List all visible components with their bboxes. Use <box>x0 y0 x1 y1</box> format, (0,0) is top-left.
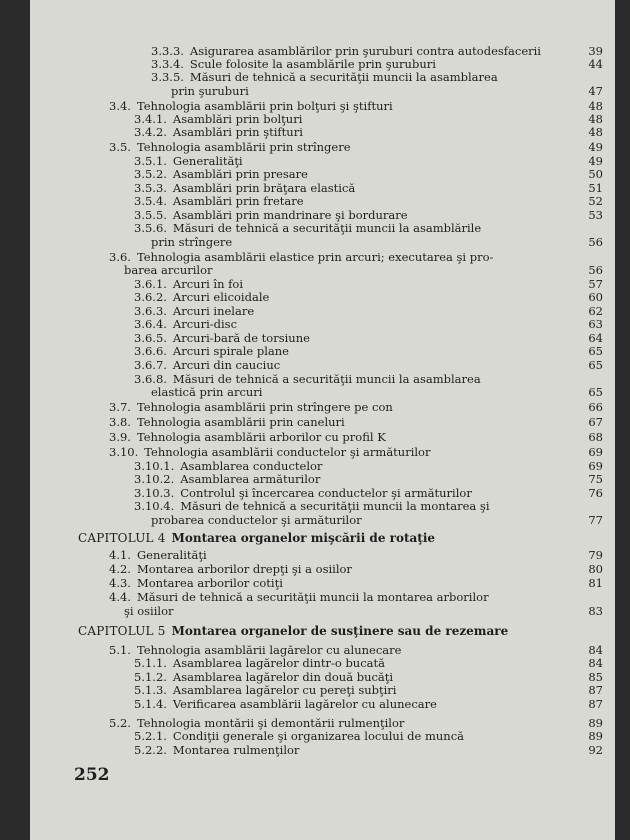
section-number: 5.1.2. <box>134 670 167 684</box>
page-reference: 80 <box>588 562 603 576</box>
page-reference: 62 <box>588 304 603 318</box>
chapter-heading <box>78 624 603 638</box>
section-number: 3.5.6. <box>134 221 167 235</box>
section-number: 3.5. <box>109 140 131 154</box>
toc-entry-text <box>109 250 493 264</box>
page-reference: 63 <box>588 317 603 331</box>
section-title: Arcuri-bară de torsiune <box>172 331 310 345</box>
page-reference: 64 <box>588 331 603 345</box>
section-title: Asamblarea lagărelor din două bucăţi <box>172 670 394 684</box>
section-title: Arcuri-disc <box>172 317 238 331</box>
toc-entry-text <box>134 317 237 331</box>
toc-entry <box>109 548 603 562</box>
page-reference: 85 <box>588 670 603 684</box>
page-reference: 49 <box>588 154 603 168</box>
toc-entry-text <box>151 235 232 249</box>
toc-entry <box>134 221 603 235</box>
section-number: 5.1.3. <box>134 683 167 697</box>
section-title: Tehnologia montării şi demontării rulmenţilor <box>136 716 405 730</box>
section-number: 5.1. <box>109 643 131 657</box>
section-title: probarea conductelor şi armăturilor <box>151 513 362 527</box>
page-reference: 69 <box>588 445 603 459</box>
toc-entry <box>134 697 603 711</box>
toc-entry <box>109 643 603 657</box>
page-reference: 76 <box>588 486 603 500</box>
toc-entry-text <box>134 459 322 473</box>
page-reference: 56 <box>588 235 603 249</box>
page-reference: 47 <box>588 84 603 98</box>
page-reference: 48 <box>588 112 603 126</box>
toc-entry-text <box>109 99 393 113</box>
section-title: Generalităţi <box>136 548 207 562</box>
section-title: Arcuri în foi <box>172 277 243 291</box>
toc-entry <box>109 430 603 444</box>
toc-entry <box>109 445 603 459</box>
book-page <box>30 0 615 840</box>
section-number: 5.2.2. <box>134 743 167 757</box>
toc-entry <box>109 400 603 414</box>
section-title: Arcuri elicoidale <box>172 290 270 304</box>
toc-entry-text <box>134 729 464 743</box>
toc-entry <box>134 486 603 500</box>
section-number: 3.7. <box>109 400 131 414</box>
toc-entry-text <box>134 743 299 757</box>
section-number: 3.4.1. <box>134 112 167 126</box>
toc-entry-text <box>151 44 541 58</box>
section-number: 3.10. <box>109 445 139 459</box>
section-title: Montarea arborilor drepţi şi a osiilor <box>136 562 352 576</box>
toc-entry <box>134 290 603 304</box>
toc-entry <box>109 99 603 113</box>
page-reference: 48 <box>588 125 603 139</box>
toc-entry <box>134 729 603 743</box>
toc-entry <box>134 112 603 126</box>
chapter-title: Montarea organelor mişcării de rotaţie <box>171 531 436 545</box>
section-title: Asamblarea lagărelor dintr-o bucată <box>172 656 385 670</box>
page-number: 252 <box>74 765 110 785</box>
section-number: 3.6.4. <box>134 317 167 331</box>
section-number: 4.2. <box>109 562 131 576</box>
toc-entry-text <box>109 140 351 154</box>
toc-entry <box>151 513 603 527</box>
chapter-label: CAPITOLUL 5 <box>78 624 166 638</box>
section-number: 3.6.8. <box>134 372 167 386</box>
toc-entry-text <box>109 576 283 590</box>
section-number: 3.9. <box>109 430 131 444</box>
toc-entry-text <box>109 716 404 730</box>
section-number: 5.2. <box>109 716 131 730</box>
toc-entry <box>171 84 603 98</box>
page-reference: 50 <box>588 167 603 181</box>
section-title: Asamblări prin ştifturi <box>172 125 303 139</box>
section-number: 3.10.4. <box>134 499 175 513</box>
toc-entry <box>134 358 603 372</box>
section-number: 3.4. <box>109 99 131 113</box>
page-reference: 69 <box>588 459 603 473</box>
section-number: 3.3.5. <box>151 70 184 84</box>
section-number: 3.6.2. <box>134 290 167 304</box>
toc-entry <box>109 716 603 730</box>
toc-entry-text <box>134 683 396 697</box>
section-title: Asamblări prin bolţuri <box>172 112 303 126</box>
toc-entry-text <box>134 670 393 684</box>
toc-entry <box>134 317 603 331</box>
page-reference: 52 <box>588 194 603 208</box>
toc-entry-text <box>134 194 304 208</box>
page-reference: 77 <box>588 513 603 527</box>
toc-entry <box>134 472 603 486</box>
section-title: Generalităţi <box>172 154 243 168</box>
toc-entry <box>134 125 603 139</box>
toc-entry-text <box>134 656 385 670</box>
section-title: prin şuruburi <box>171 84 249 98</box>
section-title: Tehnologia asamblării prin strîngere <box>136 140 351 154</box>
toc-entry-text <box>124 263 213 277</box>
toc-entry-text <box>109 430 386 444</box>
section-number: 5.2.1. <box>134 729 167 743</box>
section-number: 3.10.1. <box>134 459 175 473</box>
section-title: Asamblarea armăturilor <box>180 472 321 486</box>
page-reference: 81 <box>588 576 603 590</box>
page-reference: 92 <box>588 743 603 757</box>
toc-entry <box>109 415 603 429</box>
section-title: Măsuri de tehnică a securităţii muncii la montarea arborilor <box>136 590 489 604</box>
section-title: Arcuri inelare <box>172 304 255 318</box>
toc-entry-text <box>134 112 302 126</box>
section-title: Asamblarea conductelor <box>180 459 323 473</box>
toc-entry <box>134 154 603 168</box>
chapter-heading <box>78 531 603 545</box>
toc-entry-text <box>134 697 437 711</box>
section-title: Controlul şi încercarea conductelor şi armăturilor <box>180 486 472 500</box>
section-number: 5.1.4. <box>134 697 167 711</box>
toc-entry <box>151 44 603 58</box>
toc-entry <box>134 656 603 670</box>
section-number: 3.3.4. <box>151 57 184 71</box>
section-title: barea arcurilor <box>124 263 213 277</box>
section-title: prin strîngere <box>151 235 233 249</box>
toc-entry <box>134 277 603 291</box>
toc-entry <box>134 167 603 181</box>
page-reference: 65 <box>588 385 603 399</box>
page-reference: 68 <box>588 430 603 444</box>
toc-entry-text <box>109 643 401 657</box>
section-number: 3.10.3. <box>134 486 175 500</box>
toc-entry-text <box>134 181 355 195</box>
toc-entry-text <box>109 400 393 414</box>
toc-entry-text <box>109 445 430 459</box>
chapter-title: Montarea organelor de susţinere sau de rezemare <box>171 624 509 638</box>
section-number: 4.1. <box>109 548 131 562</box>
toc-entry <box>109 562 603 576</box>
page-reference: 56 <box>588 263 603 277</box>
page-reference: 51 <box>588 181 603 195</box>
section-number: 3.4.2. <box>134 125 167 139</box>
section-title: Tehnologia asamblării prin bolţuri şi ştifturi <box>136 99 393 113</box>
section-number: 3.5.3. <box>134 181 167 195</box>
page-reference: 44 <box>588 57 603 71</box>
section-number: 3.5.2. <box>134 167 167 181</box>
section-title: Arcuri din cauciuc <box>172 358 281 372</box>
section-title: elastică prin arcuri <box>151 385 263 399</box>
section-title: Asamblări prin presare <box>172 167 308 181</box>
toc-entry-text <box>134 125 303 139</box>
page-reference: 53 <box>588 208 603 222</box>
section-number: 3.6.3. <box>134 304 167 318</box>
page-reference: 65 <box>588 358 603 372</box>
section-title: Tehnologia asamblării lagărelor cu alunecare <box>136 643 402 657</box>
toc-entry <box>134 743 603 757</box>
toc-entry <box>134 344 603 358</box>
toc-entry-text <box>151 57 436 71</box>
toc-entry-text <box>134 331 310 345</box>
section-title: Arcuri spirale plane <box>172 344 289 358</box>
toc-entry-text <box>109 548 207 562</box>
toc-entry-text <box>134 499 490 513</box>
toc-entry <box>134 194 603 208</box>
section-title: Verificarea asamblării lagărelor cu alunecare <box>172 697 437 711</box>
section-title: Măsuri de tehnică a securităţii muncii la montarea şi <box>180 499 490 513</box>
toc-entry <box>109 250 603 264</box>
toc-entry-text <box>134 486 472 500</box>
page-reference: 79 <box>588 548 603 562</box>
toc-entry <box>134 331 603 345</box>
section-number: 4.3. <box>109 576 131 590</box>
section-number: 3.3.3. <box>151 44 184 58</box>
toc-entry <box>134 670 603 684</box>
section-title: Tehnologia asamblării prin caneluri <box>136 415 345 429</box>
section-title: Tehnologia asamblării elastice prin arcuri; executarea şi pro- <box>136 250 494 264</box>
page-reference: 65 <box>588 344 603 358</box>
toc-entry-text <box>134 344 289 358</box>
toc-entry-text <box>134 472 320 486</box>
toc-entry-text <box>134 372 481 386</box>
toc-entry-text <box>109 415 345 429</box>
toc-entry <box>134 208 603 222</box>
toc-entry <box>134 499 603 513</box>
page-reference: 89 <box>588 729 603 743</box>
page-reference: 39 <box>588 44 603 58</box>
toc-entry-text <box>171 84 249 98</box>
toc-entry-text <box>151 385 262 399</box>
section-number: 3.10.2. <box>134 472 175 486</box>
section-title: Tehnologia asamblării prin strîngere pe con <box>136 400 393 414</box>
toc-entry-text <box>124 604 174 618</box>
toc-entry-text <box>134 221 481 235</box>
section-number: 3.6.6. <box>134 344 167 358</box>
page-reference: 66 <box>588 400 603 414</box>
section-title: Tehnologia asamblării arborilor cu profil K <box>136 430 386 444</box>
section-title: Asamblări prin mandrinare şi bordurare <box>172 208 408 222</box>
toc-entry <box>151 385 603 399</box>
page-reference: 75 <box>588 472 603 486</box>
toc-entry-text <box>134 208 408 222</box>
page-reference: 89 <box>588 716 603 730</box>
section-title: Montarea arborilor cotiţi <box>136 576 283 590</box>
section-number: 4.4. <box>109 590 131 604</box>
toc-entry-text <box>134 304 254 318</box>
section-title: Montarea rulmenţilor <box>172 743 300 757</box>
page-reference: 84 <box>588 656 603 670</box>
section-number: 3.6.7. <box>134 358 167 372</box>
page-reference: 57 <box>588 277 603 291</box>
section-title: Asamblări prin fretare <box>172 194 304 208</box>
toc-entry-text <box>134 290 269 304</box>
toc-entry-text <box>109 562 352 576</box>
toc-entry <box>109 576 603 590</box>
section-title: şi osiilor <box>124 604 174 618</box>
toc-entry-text <box>109 590 489 604</box>
section-number: 3.8. <box>109 415 131 429</box>
toc-entry <box>151 57 603 71</box>
section-number: 3.6. <box>109 250 131 264</box>
page-reference: 48 <box>588 99 603 113</box>
toc-entry <box>124 604 603 618</box>
toc-entry <box>134 683 603 697</box>
section-title: Măsuri de tehnică a securităţii muncii la asamblarea <box>189 70 498 84</box>
toc-entry-text <box>134 167 308 181</box>
page-reference: 83 <box>588 604 603 618</box>
section-number: 3.5.1. <box>134 154 167 168</box>
section-number: 3.6.5. <box>134 331 167 345</box>
section-title: Asigurarea asamblărilor prin şuruburi contra autodesfacerii <box>189 44 541 58</box>
page-reference: 84 <box>588 643 603 657</box>
section-number: 3.5.5. <box>134 208 167 222</box>
page-reference: 87 <box>588 697 603 711</box>
section-title: Tehnologia asamblării conductelor şi armăturilor <box>144 445 431 459</box>
toc-entry <box>124 263 603 277</box>
page-reference: 67 <box>588 415 603 429</box>
toc-entry <box>109 140 603 154</box>
section-title: Asamblări prin brăţara elastică <box>172 181 356 195</box>
toc-entry-text <box>134 277 243 291</box>
section-number: 3.5.4. <box>134 194 167 208</box>
page-reference: 49 <box>588 140 603 154</box>
toc-entry <box>134 181 603 195</box>
section-number: 5.1.1. <box>134 656 167 670</box>
toc-entry-text <box>134 358 280 372</box>
toc-entry-text <box>151 513 362 527</box>
toc-entry <box>134 304 603 318</box>
toc-entry-text <box>134 154 243 168</box>
toc-entry <box>151 70 603 84</box>
toc-entry <box>134 459 603 473</box>
section-title: Măsuri de tehnică a securităţii muncii la asamblările <box>172 221 482 235</box>
section-title: Asamblarea lagărelor cu pereţi subţiri <box>172 683 397 697</box>
section-number: 3.6.1. <box>134 277 167 291</box>
toc-entry-text <box>151 70 498 84</box>
section-title: Măsuri de tehnică a securităţii muncii la asamblarea <box>172 372 481 386</box>
toc-entry-text <box>78 531 435 545</box>
chapter-label: CAPITOLUL 4 <box>78 531 166 545</box>
section-title: Scule folosite la asamblările prin şuruburi <box>189 57 436 71</box>
toc-entry <box>134 372 603 386</box>
section-title: Condiţii generale şi organizarea locului de muncă <box>172 729 464 743</box>
page-reference: 60 <box>588 290 603 304</box>
toc-entry <box>151 235 603 249</box>
toc-entry-text <box>78 624 508 638</box>
page-reference: 87 <box>588 683 603 697</box>
toc-entry <box>109 590 603 604</box>
